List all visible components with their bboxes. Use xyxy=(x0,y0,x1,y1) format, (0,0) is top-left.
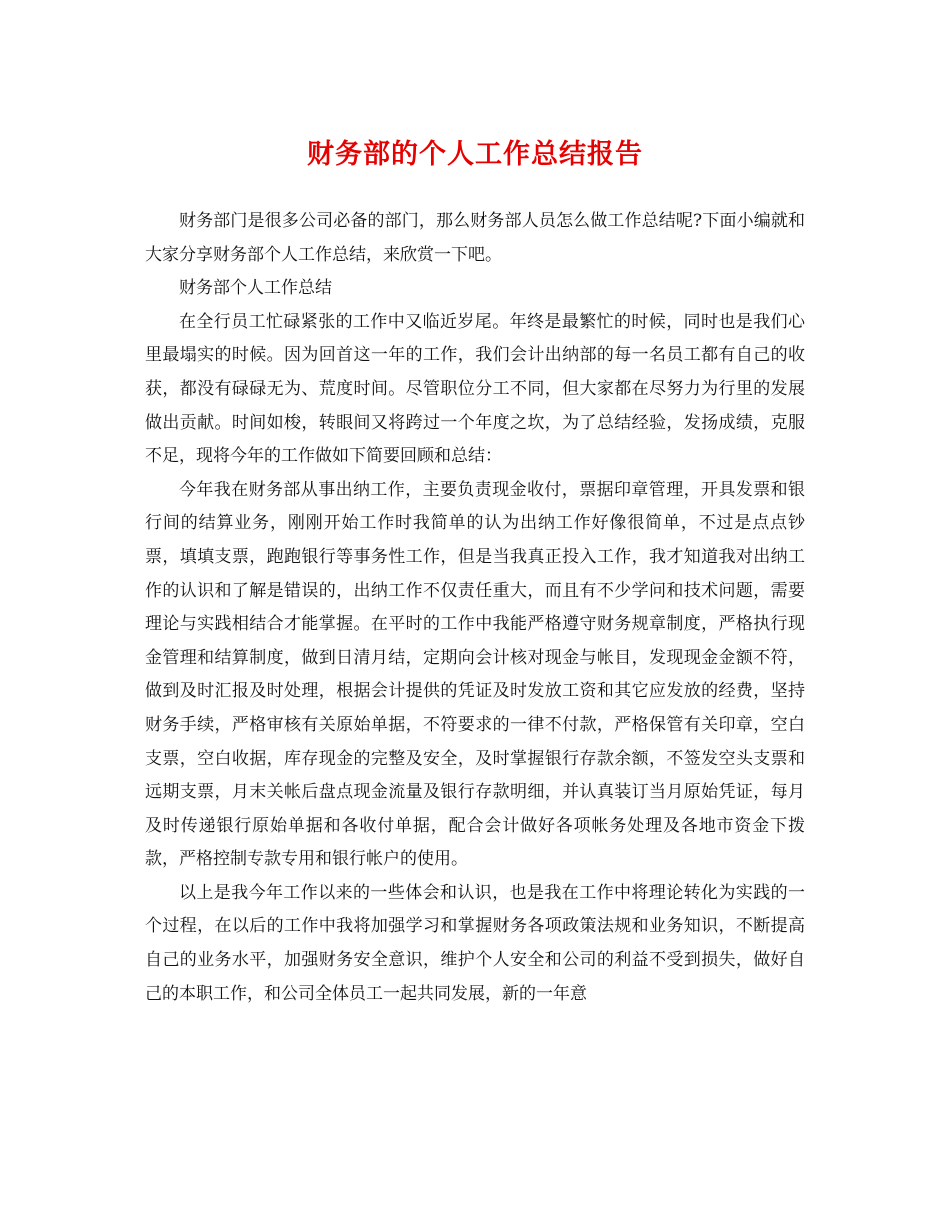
paragraph-year-end-review: 在全行员工忙碌紧张的工作中又临近岁尾。年终是最繁忙的时候，同时也是我们心里最塌实的时候。因为回首这一年的工作，我们会计出纳部的每一名员工都有自己的收获，都没有碌碌无为、荒度时间。尽管职位分工不同，但大家都在尽努力为行里的发展做出贡献。时间如梭，转眼间又将跨过一个年度之坎，为了总结经验，发扬成绩，克服不足，现将今年的工作做如下简要回顾和总结： xyxy=(145,311,805,467)
paragraph-section-heading: 财务部个人工作总结 xyxy=(179,278,332,299)
document-title: 财务部的个人工作总结报告 xyxy=(307,139,643,170)
paragraph-cashier-duties: 今年我在财务部从事出纳工作，主要负责现金收付，票据印章管理，开具发票和银行间的结算业务，刚刚开始工作时我简单的认为出纳工作好像很简单，不过是点点钞票，填填支票，跑跑银行等事务性工作，但是当我真正投入工作，我才知道我对出纳工作的认识和了解是错误的，出纳工作不仅责任重大，而且有不少学问和技术问题，需要理论与实践相结合才能掌握。在平时的工作中我能严格遵守财务规章制度，严格执行现金管理和结算制度，做到日清月结，定期向会计核对现金与帐目，发现现金金额不符，做到及时汇报及时处理，根据会计提供的凭证及时发放工资和其它应发放的经费，坚持财务手续，严格审核有关原始单据，不符要求的一律不付款，严格保管有关印章，空白支票，空白收据，库存现金的完整及安全，及时掌握银行存款余额，不签发空头支票和远期支票，月末关帐后盘点现金流量及银行存款明细，并认真装订当月原始凭证，每月及时传递银行原始单据和各收付单据，配合会计做好各项帐务处理及各地市资金下拨款，严格控制专款专用和银行帐户的使用。 xyxy=(145,479,805,870)
paragraph-conclusion: 以上是我今年工作以来的一些体会和认识，也是我在工作中将理论转化为实践的一个过程，在以后的工作中我将加强学习和掌握财务各项政策法规和业务知识，不断提高自己的业务水平，加强财务安全意识，维护个人安全和公司的利益不受到损失，做好自己的本职工作，和公司全体员工一起共同发展，新的一年意 xyxy=(145,882,805,1004)
document-body xyxy=(145,205,805,1011)
paragraph-intro: 财务部门是很多公司必备的部门，那么财务部人员怎么做工作总结呢?下面小编就和大家分享财务部个人工作总结，来欣赏一下吧。 xyxy=(145,211,805,265)
